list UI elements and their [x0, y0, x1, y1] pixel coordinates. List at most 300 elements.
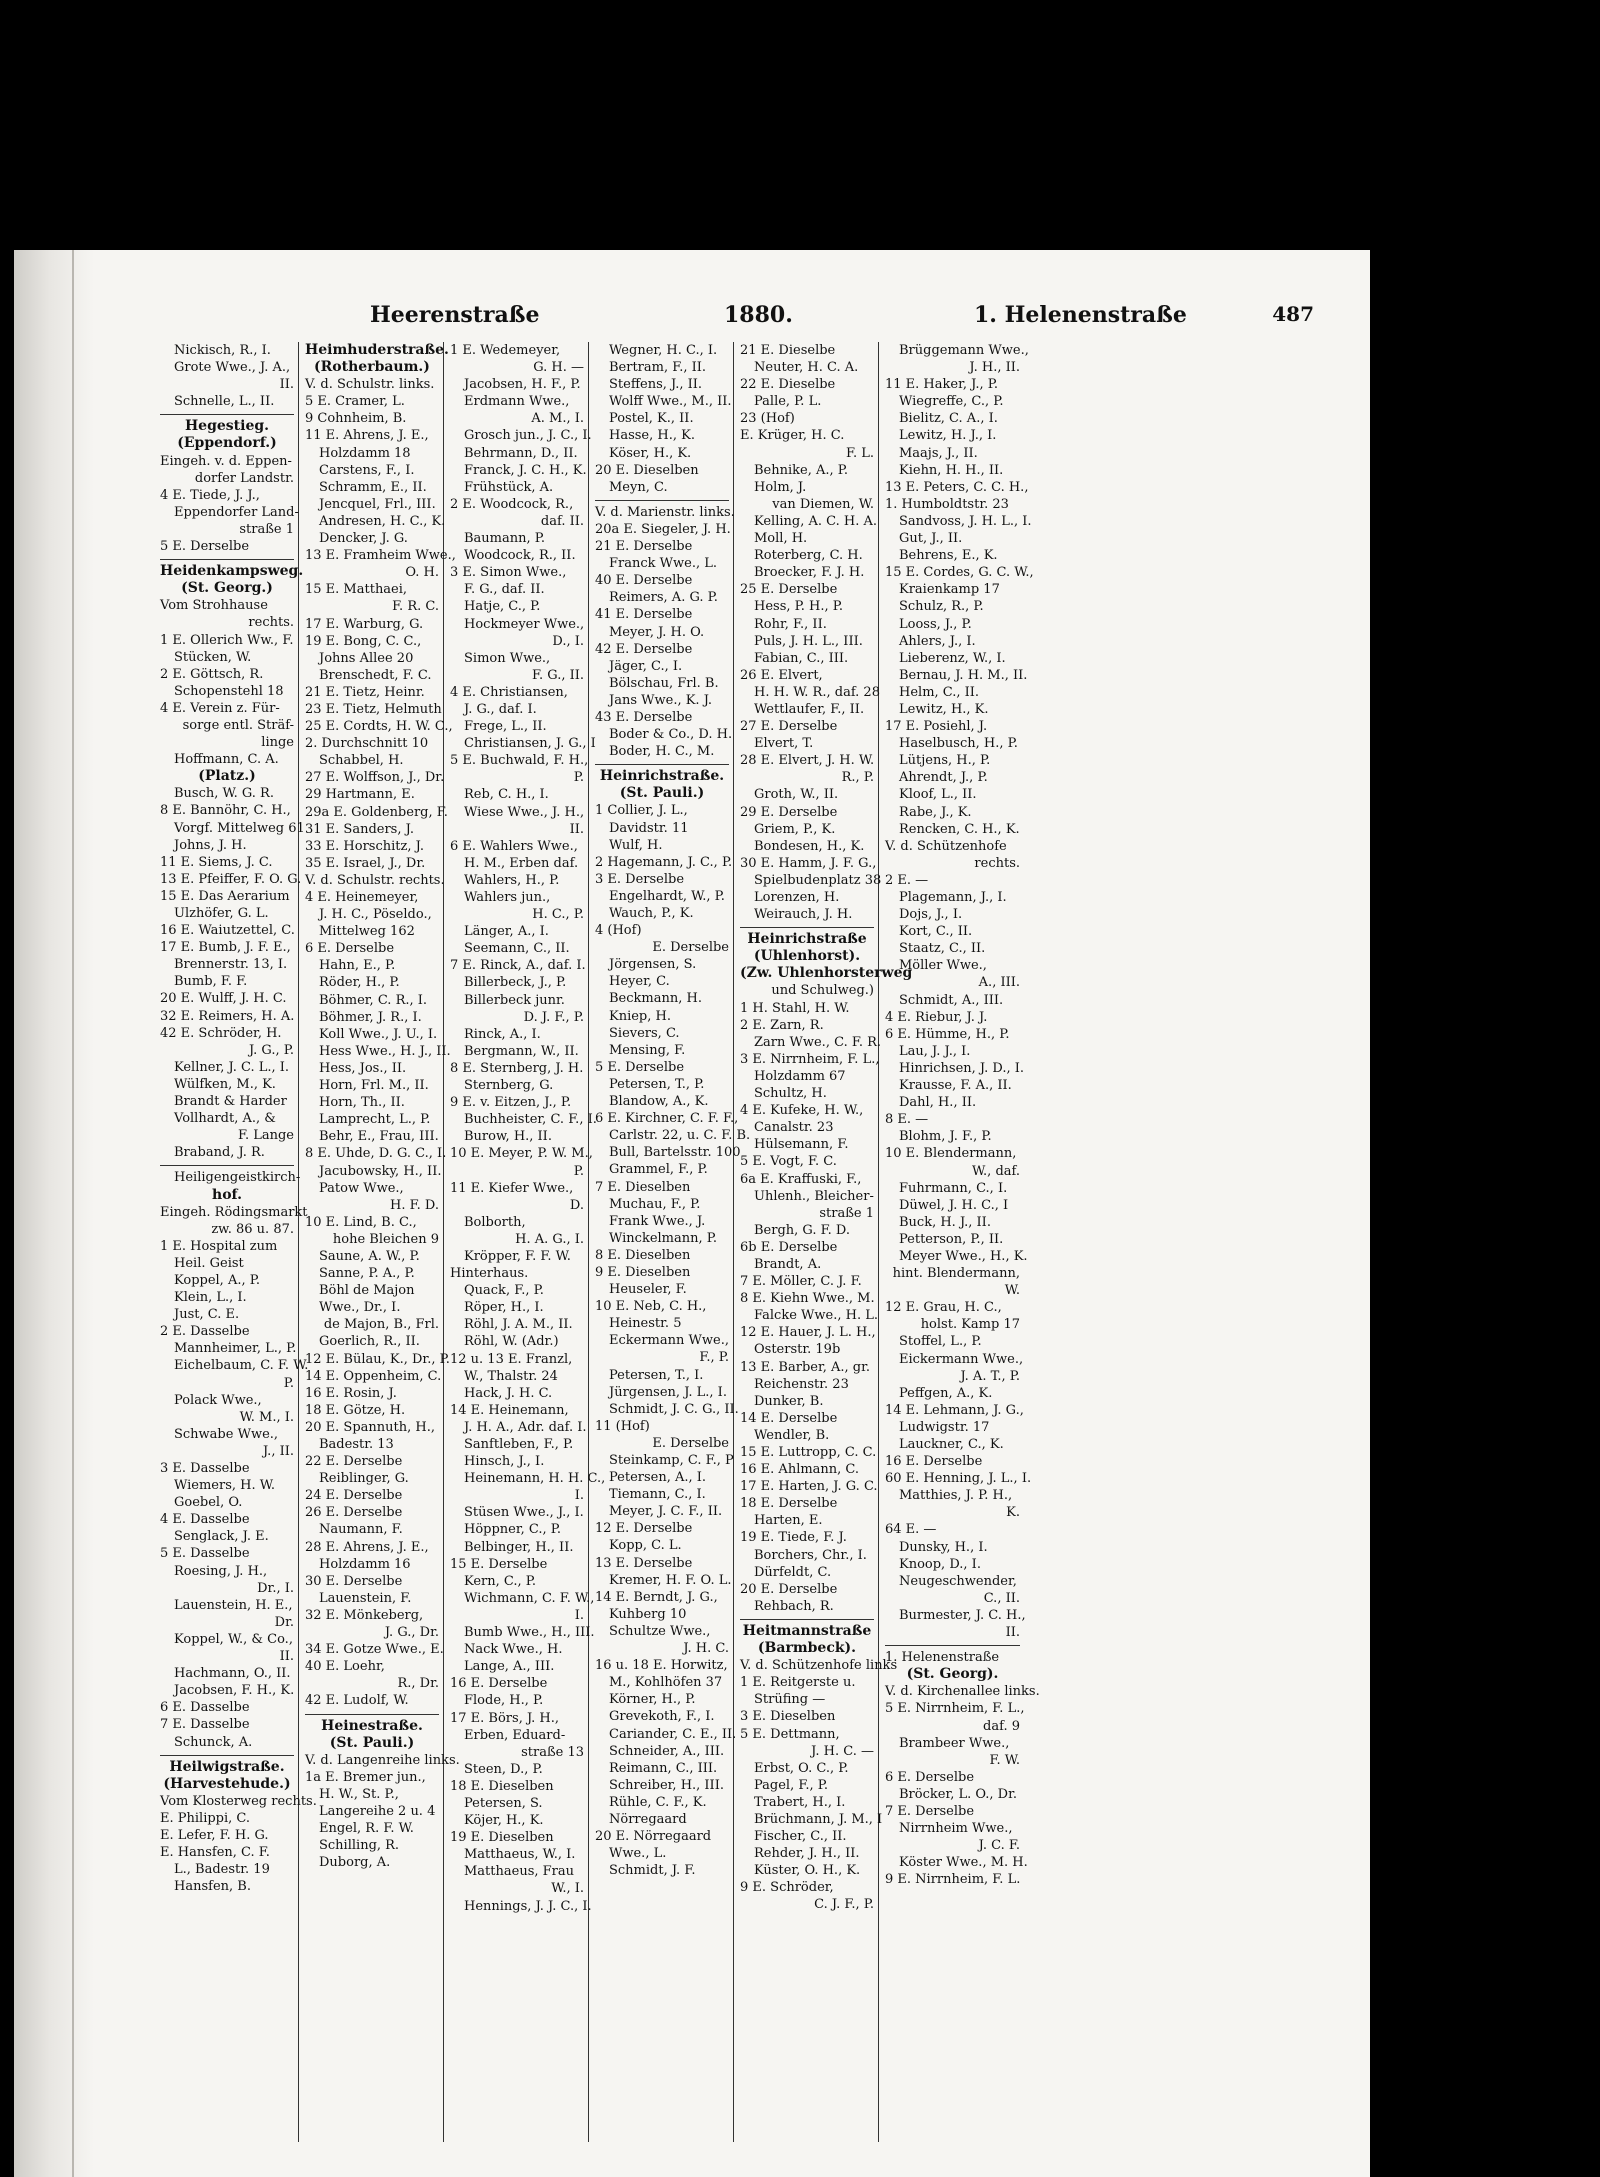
directory-entry: Kröpper, F. F. W.: [464, 1248, 571, 1264]
directory-entry: Hess Wwe., H. J., II.: [319, 1043, 451, 1059]
entry-continuation: H. C., P.: [532, 907, 584, 923]
entry-continuation: K.: [1006, 1505, 1020, 1521]
directory-entry: Schulz, R., P.: [899, 599, 984, 615]
directory-entry: 19 E. Bong, C. C.,: [305, 633, 422, 649]
directory-entry: 11 E. Ahrens, J. E.,: [305, 428, 429, 444]
directory-entry: Goebel, O.: [174, 1495, 243, 1511]
directory-entry: 2 Hagemann, J. C., P.: [595, 854, 733, 870]
directory-entry: Pagel, F., P.: [754, 1777, 828, 1793]
directory-entry: 6 E. Hümme, H., P.: [885, 1026, 1010, 1042]
directory-entry: Hasse, H., K.: [609, 428, 695, 444]
directory-entry: Billerbeck junr.: [464, 992, 565, 1008]
directory-entry: 16 u. 18 E. Horwitz,: [595, 1658, 728, 1674]
entry-continuation: II.: [279, 377, 294, 393]
directory-entry: Lauenstein, H. E.,: [174, 1597, 293, 1613]
directory-entry: 32 E. Reimers, H. A.: [160, 1008, 295, 1024]
directory-entry: Sternberg, G.: [464, 1078, 554, 1094]
directory-entry: Köster Wwe., M. H.: [899, 1855, 1028, 1871]
directory-entry: Matthaeus, Frau: [464, 1864, 574, 1880]
directory-entry: Rohr, F., II.: [754, 616, 827, 632]
directory-entry: Tiemann, C., I.: [609, 1487, 706, 1503]
directory-entry: Schultz, H.: [754, 1086, 827, 1102]
directory-entry: F. G., daf. II.: [464, 582, 545, 598]
directory-entry: 64 E. —: [885, 1522, 937, 1538]
directory-entry: Hinrichsen, J. D., I.: [899, 1060, 1024, 1076]
directory-entry: 21 E. Dieselbe: [740, 343, 836, 358]
entry-continuation: W.: [1004, 1283, 1020, 1299]
directory-entry: 9 E. Dieselben: [595, 1264, 691, 1280]
directory-entry: Eickermann Wwe.,: [899, 1351, 1024, 1367]
directory-entry: Hahn, E., P.: [319, 958, 396, 974]
directory-entry: 4 (Hof): [595, 923, 642, 939]
entry-continuation: P.: [283, 1375, 294, 1391]
directory-entry: Horn, Frl. M., II.: [319, 1078, 429, 1094]
directory-entry: 3 E. Dasselbe: [160, 1461, 250, 1476]
directory-entry: Brandt & Harder: [174, 1094, 287, 1110]
directory-entry: Schmidt, J. C. G., II.: [609, 1401, 739, 1417]
directory-entry: 27 E. Derselbe: [740, 719, 838, 735]
entry-continuation: P.: [573, 1163, 584, 1179]
directory-entry: 27 E. Wolffson, J., Dr.: [305, 770, 445, 786]
directory-entry: Bölschau, Frl. B.: [609, 675, 719, 691]
directory-entry: 9 Cohnheim, B.: [305, 411, 407, 427]
directory-entry: Haselbusch, H., P.: [899, 736, 1018, 752]
directory-entry: 26 E. Derselbe: [305, 1505, 403, 1521]
district-heading: (Barmbeck).: [757, 1640, 857, 1657]
directory-entry: Höppner, C., P.: [464, 1522, 562, 1538]
directory-entry: H. H. W. R., daf. 28: [754, 684, 880, 700]
directory-entry: Heuseler, F.: [609, 1282, 687, 1298]
directory-entry: 2. Durchschnitt 10: [305, 736, 429, 752]
directory-entry: Strüfing —: [754, 1692, 826, 1708]
directory-entry: Maajs, J., II.: [899, 445, 978, 461]
directory-entry: 31 E. Sanders, J.: [305, 821, 414, 837]
entry-continuation: C. J. F., P.: [814, 1897, 874, 1913]
directory-entry: Heyer, C.: [609, 974, 670, 990]
section-divider: [595, 760, 729, 765]
directory-entry: Dencker, J. G.: [319, 531, 408, 547]
directory-entry: Bertram, F., II.: [609, 360, 707, 376]
directory-entry: Kort, C., II.: [899, 924, 973, 940]
directory-entry: Reimann, C., III.: [609, 1760, 718, 1776]
directory-entry: Hockmeyer Wwe.,: [464, 616, 585, 632]
directory-entry: Blandow, A., K.: [609, 1094, 709, 1110]
directory-entry: V. d. Schulstr. links.: [305, 377, 435, 393]
directory-entry: 5 E. Cramer, L.: [305, 394, 405, 410]
column-4: [589, 342, 751, 2142]
directory-entry: J. G., daf. I.: [464, 701, 537, 717]
directory-entry: Borchers, Chr., I.: [754, 1547, 867, 1563]
entry-continuation: H. F. D.: [390, 1197, 439, 1213]
directory-entry: Grosch jun., J. C., I.: [464, 428, 592, 444]
directory-entry: Roesing, J. H.,: [174, 1563, 268, 1579]
directory-entry: Sanne, P. A., P.: [319, 1266, 415, 1282]
directory-entry: Billerbeck, J., P.: [464, 975, 567, 991]
directory-entry: Rinck, A., I.: [464, 1026, 541, 1042]
directory-entry: 6 E. Kirchner, C. F. F.,: [595, 1111, 739, 1127]
directory-entry: Reb, C. H., I.: [464, 787, 549, 803]
directory-entry: 19 E. Tiede, F. J.: [740, 1530, 847, 1546]
entry-continuation: A., III.: [978, 975, 1020, 991]
directory-entry: 8 E. —: [885, 1112, 929, 1128]
directory-entry: Jäger, C., I.: [609, 658, 683, 674]
section-divider: [160, 1161, 294, 1166]
directory-entry: Lauenstein, F.: [319, 1590, 412, 1606]
entry-continuation: F. W.: [989, 1752, 1020, 1768]
directory-entry: Hülsemann, F.: [754, 1137, 849, 1153]
directory-entry: M., Kohlhöfen 37: [609, 1675, 723, 1691]
directory-entry: Kremer, H. F. O. L.: [609, 1572, 732, 1588]
directory-entry: Frege, L., II.: [464, 719, 547, 735]
directory-entry: Schilling, R.: [319, 1838, 400, 1854]
directory-entry: 4 E. Tiede, J. J.,: [160, 487, 260, 503]
directory-entry: 9 E. Schröder,: [740, 1880, 834, 1896]
directory-entry: Davidstr. 11: [609, 820, 689, 836]
directory-entry: Möller Wwe.,: [899, 958, 987, 974]
directory-entry: Beckmann, H.: [609, 991, 702, 1007]
directory-entry: 12 E. Derselbe: [595, 1521, 693, 1537]
entry-continuation: II.: [569, 821, 584, 837]
directory-entry: 3 E. Nirrnheim, F. L.,: [740, 1051, 880, 1067]
directory-entry: Nack Wwe., H.: [464, 1642, 563, 1658]
directory-entry: Woodcock, R., II.: [464, 548, 576, 564]
entry-continuation: dorfer Landstr.: [194, 470, 294, 486]
directory-entry: 12 E. Bülau, K., Dr., P.: [305, 1351, 450, 1367]
directory-entry: 42 E. Derselbe: [595, 641, 693, 657]
entry-continuation: F. G., II.: [532, 667, 584, 683]
directory-entry: Belbinger, H., II.: [464, 1539, 574, 1555]
directory-entry: Brambeer Wwe.,: [899, 1735, 1010, 1751]
directory-entry: Badestr. 13: [319, 1437, 394, 1452]
directory-entry: Braband, J. R.: [174, 1145, 265, 1161]
directory-entry: 15 E. Das Aerarium: [160, 888, 290, 904]
column-1: [154, 342, 317, 2142]
directory-entry: Bernau, J. H. M., II.: [899, 667, 1028, 683]
directory-entry: Baumann, P.: [464, 531, 546, 547]
entry-continuation: rechts.: [974, 855, 1020, 871]
directory-entry: Behr, E., Frau, III.: [319, 1129, 439, 1145]
directory-entry: Osterstr. 19b: [754, 1342, 841, 1358]
directory-entry: Petersen, T., P.: [609, 1076, 705, 1092]
directory-entry: 6 E. Dasselbe: [160, 1700, 250, 1716]
directory-entry: Vorgf. Mittelweg 61: [174, 820, 305, 836]
directory-entry: Matthies, J. P. H.,: [899, 1488, 1013, 1504]
directory-entry: 14 E. Oppenheim, C.: [305, 1368, 442, 1384]
directory-entry: 22 E. Derselbe: [305, 1454, 403, 1470]
directory-entry: V. d. Schützenhofe links: [740, 1658, 898, 1674]
directory-entry: Rehder, J. H., II.: [754, 1846, 860, 1862]
directory-entry: Bröcker, L. O., Dr.: [899, 1786, 1018, 1802]
directory-entry: 13 E. Framheim Wwe.,: [305, 548, 456, 564]
directory-entry: Andresen, H. C., K.: [319, 513, 446, 529]
directory-entry: Wauch, P., K.: [609, 906, 694, 921]
directory-entry: Lewitz, H., K.: [899, 701, 989, 717]
directory-entry: 5 E. Derselbe: [160, 539, 250, 555]
directory-entry: Carlstr. 22, u. C. F. B.: [609, 1128, 751, 1144]
directory-entry: Canalstr. 23: [754, 1120, 834, 1136]
directory-entry: Steen, D., P.: [464, 1761, 543, 1777]
directory-entry: Grevekoth, F., I.: [609, 1709, 715, 1725]
directory-entry: Steinkamp, C. F., P: [609, 1453, 734, 1468]
directory-entry: 4 E. Heinemeyer,: [305, 890, 419, 905]
header-year: 1880.: [724, 302, 793, 328]
district-heading: (St. Pauli.): [619, 785, 705, 802]
section-divider: [305, 1710, 439, 1715]
directory-entry: Matthaeus, W., I.: [464, 1847, 576, 1863]
directory-entry: Franck Wwe., L.: [609, 556, 717, 572]
directory-entry: 1 E. Reitgerste u.: [740, 1675, 856, 1691]
section-divider: [885, 1641, 1020, 1646]
directory-entry: Eingeh. Rödingsmarkt: [160, 1204, 308, 1220]
directory-entry: Frühstück, A.: [464, 479, 554, 495]
directory-entry: Rabe, J., K.: [899, 804, 972, 820]
directory-entry: 11 (Hof): [595, 1418, 650, 1434]
directory-entry: 20 E. Wulff, J. H. C.: [160, 991, 287, 1007]
entry-continuation: J. H. C.: [683, 1641, 729, 1657]
street-heading: Heimhuderstraße.: [305, 342, 449, 358]
directory-entry: Holzdamm 18: [319, 445, 411, 461]
directory-entry: Grote Wwe., J. A.,: [174, 360, 291, 376]
directory-entry: 6 E. Wahlers Wwe.,: [450, 838, 578, 854]
directory-entry: Wolff Wwe., M., II.: [609, 394, 732, 410]
directory-entry: Engel, R. F. W.: [319, 1821, 414, 1837]
directory-entry: Gut, J., II.: [899, 531, 963, 547]
directory-entry: Johns Allee 20: [319, 650, 414, 666]
district-heading: (St. Georg).: [906, 1666, 999, 1683]
directory-entry: Neuter, H. C. A.: [754, 360, 859, 376]
entry-continuation: J. A. T., P.: [960, 1368, 1020, 1384]
directory-entry: Reimers, A. G. P.: [609, 590, 718, 606]
entry-continuation: Dr.: [274, 1614, 294, 1630]
directory-entry: Simon Wwe.,: [464, 650, 551, 666]
directory-entry: Brenschedt, F. C.: [319, 667, 432, 683]
directory-entry: Senglack, J. E.: [174, 1529, 269, 1545]
entry-continuation: II.: [1005, 1625, 1020, 1641]
directory-entry: Buchheister, C. F., I.: [464, 1112, 597, 1128]
directory-entry: Bolborth,: [464, 1214, 526, 1230]
directory-entry: Lau, J. J., I.: [899, 1043, 971, 1059]
directory-entry: 2 E. Göttsch, R.: [160, 666, 264, 682]
directory-entry: Fischer, C., II.: [754, 1829, 847, 1845]
directory-entry: 10 E. Blendermann,: [885, 1146, 1017, 1162]
directory-entry: Bumb, F. F.: [174, 974, 248, 990]
directory-entry: 12 E. Grau, H. C.,: [885, 1300, 1002, 1316]
directory-entry: Horn, Th., II.: [319, 1095, 405, 1111]
directory-entry: Wahlers, H., P.: [464, 872, 560, 888]
entry-continuation: und Schulweg.): [771, 983, 874, 999]
directory-entry: Kniep, H.: [609, 1008, 671, 1024]
directory-entry: 2 E. Woodcock, R.,: [450, 496, 574, 512]
header-left-street: Heerenstraße: [370, 302, 540, 328]
directory-entry: 3 E. Derselbe: [595, 871, 685, 887]
directory-entry: Wahlers jun.,: [464, 890, 551, 905]
directory-entry: Brüggemann Wwe.,: [899, 343, 1029, 358]
column-6: [879, 342, 1040, 2142]
directory-entry: Schultze Wwe.,: [609, 1623, 711, 1639]
directory-entry: 2 E. Dasselbe: [160, 1324, 250, 1340]
entry-continuation: daf. 9: [983, 1718, 1020, 1734]
directory-entry: 5 E. Vogt, F. C.: [740, 1154, 837, 1170]
directory-entry: 15 E. Derselbe: [450, 1556, 548, 1572]
directory-entry: Postel, K., II.: [609, 411, 694, 427]
directory-entry: 18 E. Derselbe: [740, 1496, 838, 1512]
entry-continuation: J. G., P.: [248, 1042, 294, 1058]
directory-entry: 40 E. Loehr,: [305, 1659, 385, 1675]
directory-entry: Erdmann Wwe.,: [464, 394, 570, 410]
directory-entry: 35 E. Israel, J., Dr.: [305, 855, 426, 871]
entry-continuation: straße 13: [521, 1744, 584, 1760]
directory-entry: Naumann, F.: [319, 1522, 403, 1538]
directory-entry: Jacobsen, F. H., K.: [174, 1683, 295, 1699]
directory-entry: Fabian, C., III.: [754, 650, 849, 666]
directory-entry: Röhl, J. A. M., II.: [464, 1317, 573, 1333]
directory-entry: Looss, J., P.: [899, 616, 972, 632]
directory-entry: 15 E. Luttropp, C. C.: [740, 1445, 877, 1460]
district-heading: (Rotherbaum.): [314, 359, 430, 376]
entry-continuation: J. H. C. —: [811, 1743, 874, 1759]
directory-entry: 10 E. Neb, C. H.,: [595, 1299, 707, 1315]
directory-entry: Groth, W., II.: [754, 787, 839, 803]
directory-entry: 21 E. Tietz, Heinr.: [305, 684, 425, 700]
directory-entry: Elvert, T.: [754, 736, 814, 752]
directory-entry: 2 E. —: [885, 872, 929, 888]
directory-entry: Dojs, J., I.: [899, 907, 963, 923]
directory-columns: [154, 342, 1319, 2142]
directory-entry: Palle, P. L.: [754, 394, 822, 410]
directory-entry: 13 E. Barber, A., gr.: [740, 1359, 871, 1375]
directory-entry: Weirauch, J. H.: [754, 907, 853, 923]
directory-entry: Kiehn, H. H., II.: [899, 462, 1004, 478]
directory-entry: Frank Wwe., J.: [609, 1213, 706, 1229]
directory-entry: Meyer, J. H. O.: [609, 624, 705, 640]
entry-continuation: D., I.: [552, 633, 584, 649]
directory-entry: 12 u. 13 E. Franzl,: [450, 1351, 573, 1367]
directory-entry: Moll, H.: [754, 531, 808, 547]
directory-entry: Just, C. E.: [174, 1307, 240, 1323]
directory-entry: Holzdamm 67: [754, 1068, 846, 1084]
directory-entry: Heinemann, H. H. C.,: [464, 1471, 606, 1487]
directory-entry: Lütjens, H., P.: [899, 753, 991, 769]
directory-entry: 15 E. Cordes, G. C. W.,: [885, 565, 1034, 581]
entry-continuation: O. H.: [405, 565, 439, 581]
entry-continuation: J., II.: [262, 1443, 294, 1459]
directory-entry: 4 E. Dasselbe: [160, 1512, 250, 1528]
directory-entry: 1 E. Wedemeyer,: [450, 343, 561, 358]
directory-entry: 8 E. Kiehn Wwe., M.: [740, 1291, 875, 1307]
street-heading: hof.: [212, 1186, 242, 1203]
directory-entry: Kopp, C. L.: [609, 1538, 682, 1554]
directory-entry: Patow Wwe.,: [319, 1180, 404, 1196]
directory-entry: 6 E. Derselbe: [885, 1769, 975, 1785]
directory-entry: Wulf, H.: [609, 837, 663, 853]
directory-entry: Uhlenh., Bleicher-: [754, 1188, 874, 1204]
section-divider: [740, 1615, 874, 1620]
directory-entry: Brandt, A.: [754, 1256, 822, 1272]
directory-entry: 5 E. Nirrnheim, F. L.,: [885, 1701, 1025, 1717]
directory-entry: 14 E. Heinemann,: [450, 1402, 569, 1418]
directory-entry: V. d. Langenreihe links.: [305, 1752, 460, 1768]
directory-entry: Brüchmann, J. M., I: [754, 1811, 883, 1827]
district-heading: (Harvestehude.): [163, 1775, 291, 1792]
directory-entry: Nirrnheim Wwe.,: [899, 1821, 1013, 1837]
street-heading: Hegestieg.: [184, 418, 270, 435]
directory-entry: Klein, L., I.: [174, 1290, 247, 1306]
directory-entry: 20 E. Spannuth, H.,: [305, 1419, 435, 1435]
directory-entry: 6 E. Derselbe: [305, 941, 395, 957]
directory-entry: 21 E. Derselbe: [595, 539, 693, 555]
directory-entry: 1. Humboldtstr. 23: [885, 496, 1009, 512]
directory-entry: Blohm, J. F., P.: [899, 1129, 992, 1145]
directory-entry: Eckermann Wwe.,: [609, 1333, 729, 1349]
street-heading: Heidenkampsweg.: [160, 563, 304, 580]
directory-entry: Dahl, H., II.: [899, 1095, 977, 1111]
entry-continuation: D.: [569, 1197, 584, 1213]
directory-entry: 29 Hartmann, E.: [305, 787, 415, 803]
directory-entry: 17 E. Harten, J. G. C.: [740, 1479, 878, 1495]
directory-entry: 1 E. Hospital zum: [160, 1238, 278, 1254]
directory-entry: Polack Wwe.,: [174, 1392, 262, 1408]
street-heading: Heinestraße.: [321, 1717, 423, 1734]
directory-entry: Boder, H. C., M.: [609, 744, 715, 760]
entry-continuation: F. L.: [845, 445, 874, 461]
directory-entry: Wendler, B.: [754, 1427, 830, 1443]
directory-entry: 8 E. Dieselben: [595, 1247, 691, 1263]
directory-entry: Behnike, A., P.: [754, 462, 849, 478]
directory-entry: Sievers, C.: [609, 1025, 680, 1041]
directory-entry: Hennings, J. J. C., I.: [464, 1898, 592, 1914]
directory-entry: Böhl de Majon: [319, 1283, 415, 1299]
directory-entry: Jörgensen, S.: [609, 957, 697, 973]
directory-entry: Busch, W. G. R.: [174, 786, 274, 802]
directory-entry: 33 E. Horschitz, J.: [305, 838, 424, 854]
directory-entry: Küster, O. H., K.: [754, 1863, 861, 1879]
directory-page: [14, 250, 1370, 2177]
section-divider: [595, 496, 729, 501]
directory-entry: 19 E. Dieselben: [450, 1830, 554, 1846]
directory-entry: 8 E. Sternberg, J. H.: [450, 1060, 584, 1076]
directory-entry: 43 E. Derselbe: [595, 709, 693, 725]
directory-entry: Körner, H., P.: [609, 1692, 696, 1708]
directory-entry: Petersen, S.: [464, 1795, 543, 1811]
directory-entry: Trabert, H., I.: [754, 1794, 846, 1810]
directory-entry: Hachmann, O., II.: [174, 1666, 291, 1682]
entry-continuation: H. A. G., I.: [515, 1231, 584, 1247]
directory-entry: E. Krüger, H. C.: [740, 428, 845, 444]
directory-entry: Burmester, J. C. H.,: [899, 1607, 1026, 1623]
directory-entry: L., Badestr. 19: [174, 1862, 270, 1878]
directory-entry: Röder, H., P.: [319, 975, 400, 991]
directory-entry: Petersen, A., I.: [609, 1470, 707, 1486]
directory-entry: Spielbudenplatz 38: [754, 872, 882, 888]
street-heading: Heitmannstraße: [742, 1622, 872, 1639]
directory-entry: Schwabe Wwe.,: [174, 1426, 279, 1442]
entry-continuation: F., P.: [699, 1350, 729, 1366]
entry-continuation: daf. II.: [540, 513, 584, 529]
directory-entry: 26 E. Elvert,: [740, 667, 823, 683]
entry-continuation: R., Dr.: [397, 1676, 439, 1692]
entry-continuation: straße 1: [239, 521, 294, 537]
binding-line: [72, 250, 74, 2177]
directory-entry: Roterberg, C. H.: [754, 548, 863, 564]
directory-entry: Vollhardt, A., &: [174, 1111, 276, 1127]
directory-entry: 1 E. Ollerich Ww., F.: [160, 632, 294, 648]
directory-entry: Heiligengeistkirch-: [174, 1170, 301, 1186]
directory-entry: 5 E. Dasselbe: [160, 1546, 250, 1562]
directory-entry: 30 E. Hamm, J. F. G.,: [740, 855, 877, 871]
directory-entry: Zarn Wwe., C. F. R.: [754, 1034, 882, 1050]
directory-entry: Dunker, B.: [754, 1393, 824, 1409]
directory-entry: Wettlaufer, F., II.: [754, 701, 865, 717]
